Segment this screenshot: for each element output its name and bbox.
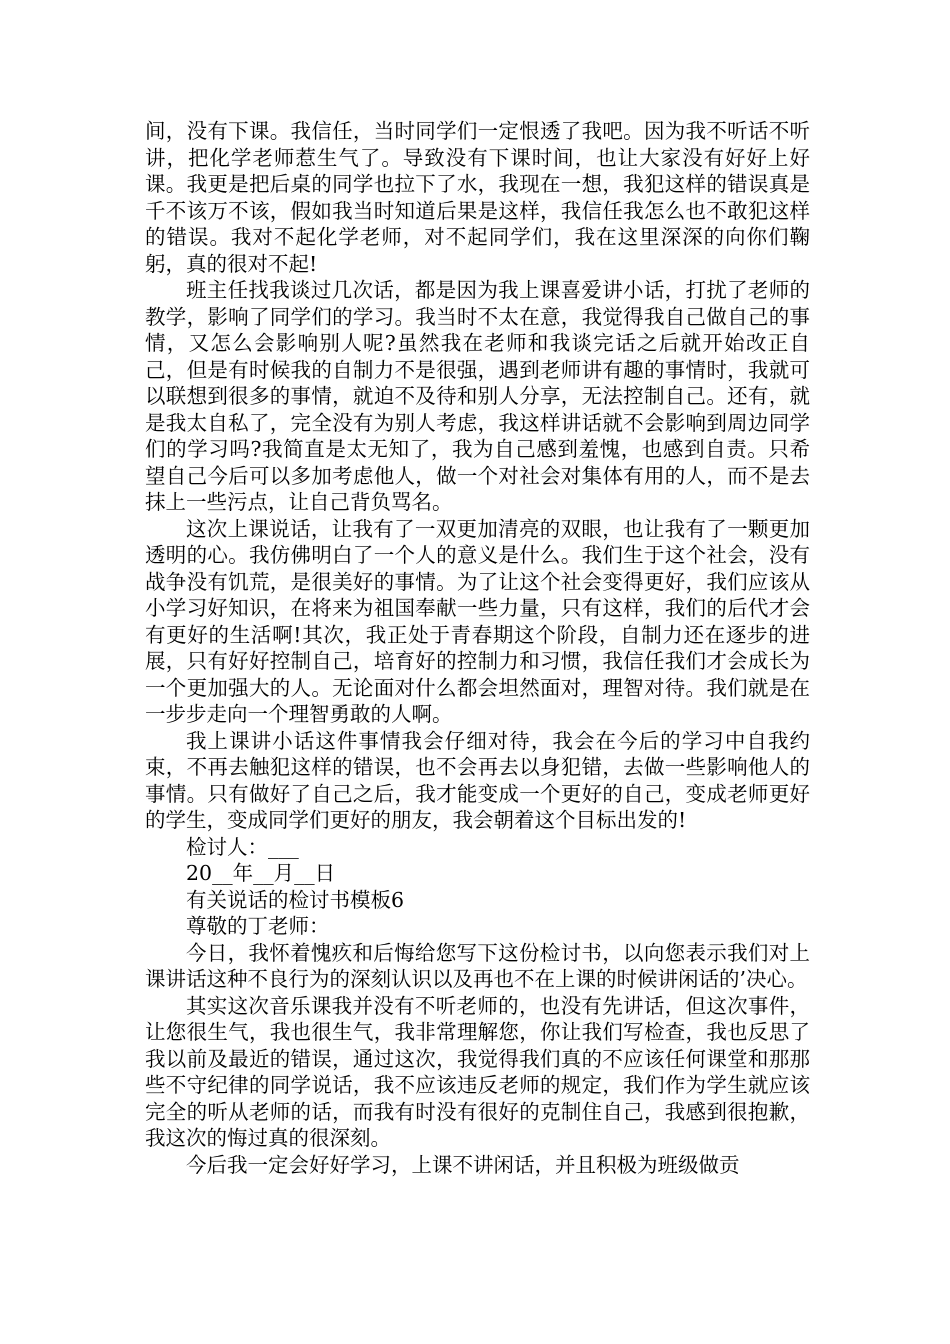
signer-line: 检讨人：___ <box>186 834 299 859</box>
paragraph-truncated: 今后我一定会好好学习，上课不讲闲话，并且积极为班级做贡 <box>186 1152 740 1177</box>
section-heading: 有关说话的检讨书模板6 <box>186 887 405 912</box>
paragraph: 其实这次音乐课我并没有不听老师的，也没有先讲话，但这次事件，让您很生气，我也很生气，我非常理解您，你让我们写检查，我也反思了我以前及最近的错误，通过这次，我觉得我们真的不应该任何课堂和那那些不守纪律的同学说话，我不应该违反老师的规定，我们作为学生就应该完全的听从老师的话，而我有时没有很好的克制住自己，我感到很抱歉，我这次的悔过真的很深刻。 <box>145 993 810 1150</box>
document-page <box>145 118 810 1178</box>
paragraph-continued: 间，没有下课。我信任，当时同学们一定恨透了我吧。因为我不听话不听讲，把化学老师惹生气了。导致没有下课时间，也让大家没有好好上好课。我更是把后桌的同学也拉下了水，我现在一想，我犯这样的错误真是千不该万不该，假如我当时知道后果是这样，我信任我怎么也不敢犯这样的错误。我对不起化学老师，对不起同学们，我在这里深深的向你们鞠躬，真的很对不起! <box>145 119 810 276</box>
paragraph: 这次上课说话，让我有了一双更加清亮的双眼，也让我有了一颗更加透明的心。我仿佛明白了一个人的意义是什么。我们生于这个社会，没有战争没有饥荒，是很美好的事情。为了让这个社会变得更好，我们应该从小学习好知识，在将来为祖国奉献一些力量，只有这样，我们的后代才会有更好的生活啊!其次，我正处于青春期这个阶段，自制力还在逐步的进展，只有好好控制自己，培育好的控制力和习惯，我信任我们才会成长为一个更加强大的人。无论面对什么都会坦然面对，理智对待。我们就是在一步步走向一个理智勇敢的人啊。 <box>145 516 810 726</box>
date-line: 20__年__月__日 <box>186 861 336 885</box>
salutation: 尊敬的丁老师： <box>186 914 330 938</box>
paragraph: 今日，我怀着愧疚和后悔给您写下这份检讨书，以向您表示我们对上课讲话这种不良行为的深刻认识以及再也不在上课的时候讲闲话的’决心。 <box>145 940 810 991</box>
paragraph: 我上课讲小话这件事情我会仔细对待，我会在今后的学习中自我约束，不再去触犯这样的错误，也不会再去以身犯错，去做一些影响他人的事情。只有做好了自己之后，我才能变成一个更好的自己，变成老师更好的学生，变成同学们更好的朋友，我会朝着这个目标出发的! <box>145 728 810 832</box>
paragraph: 班主任找我谈过几次话，都是因为我上课喜爱讲小话，打扰了老师的教学，影响了同学们的学习。我当时不太在意，我觉得我自己做自己的事情，又怎么会影响别人呢?虽然我在老师和我谈完话之后就开始改正自己，但是有时候我的自制力不是很强，遇到老师讲有趣的事情时，我就可以联想到很多的事情，就迫不及待和别人分享，无法控制自己。还有，就是我太自私了，完全没有为别人考虑，我这样讲话就不会影响到周边同学们的学习吗?我简直是太无知了，我为自己感到羞愧，也感到自责。只希望自己今后可以多加考虑他人，做一个对社会对集体有用的人，而不是去抹上一些污点，让自己背负骂名。 <box>145 278 810 514</box>
